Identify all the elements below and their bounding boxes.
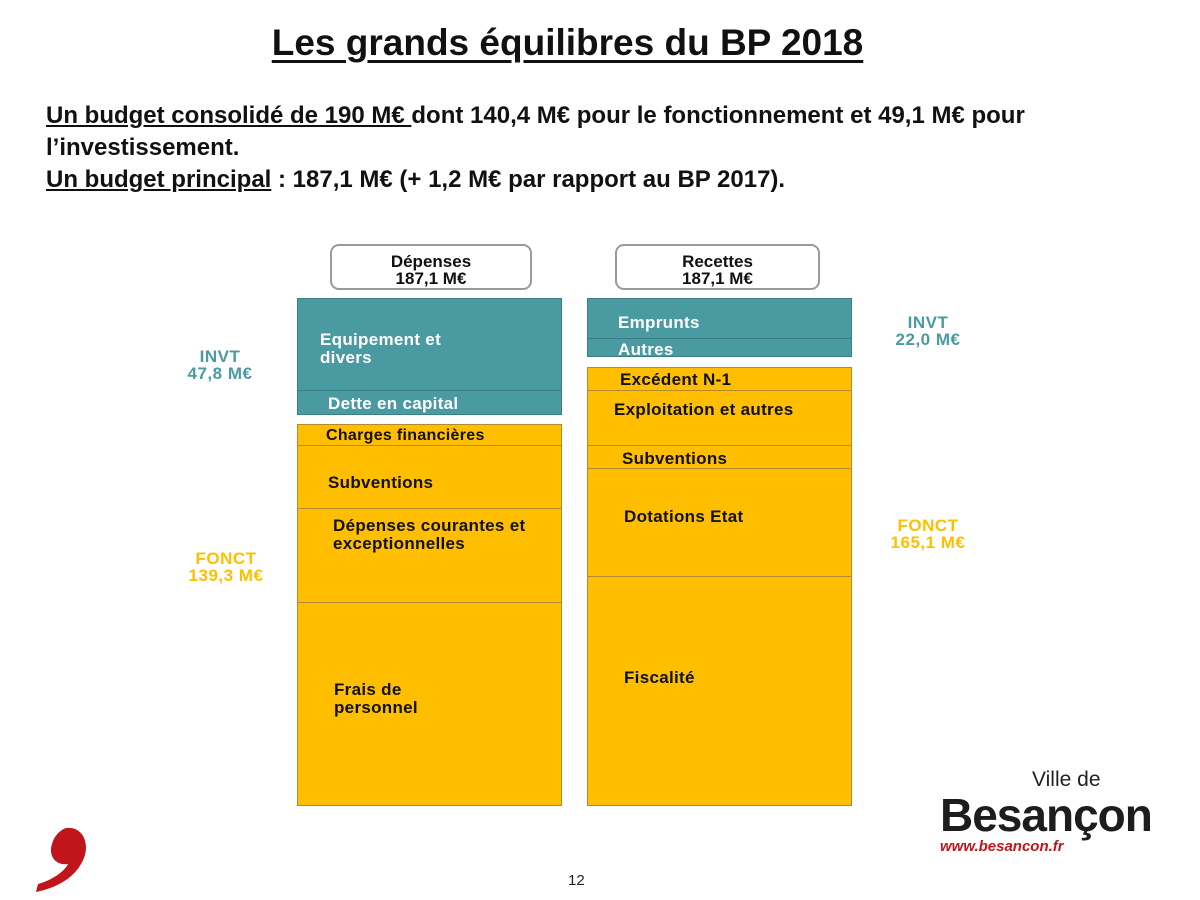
depenses-header-amount: 187,1 M€	[395, 269, 467, 288]
depenses-column	[297, 298, 562, 806]
recettes-block-subventions	[587, 445, 852, 469]
recettes-fonct-caption	[868, 517, 988, 551]
recettes-block-excedent	[587, 367, 852, 391]
recettes-label-exploitation: Exploitation et autres	[614, 400, 794, 419]
depenses-header	[330, 244, 532, 290]
recettes-block-exploitation	[587, 390, 852, 446]
besancon-logo	[940, 768, 1160, 855]
depenses-label-courantes: Dépenses courantes et exceptionnelles	[333, 516, 526, 553]
recettes-invt-caption	[868, 314, 988, 348]
depenses-invt-amount: 47,8 M€	[187, 364, 253, 383]
recettes-fonct-label: FONCT	[897, 516, 959, 535]
comma-mark-icon	[30, 824, 94, 896]
recettes-invt-amount: 22,0 M€	[895, 330, 961, 349]
depenses-fonct-caption	[166, 550, 286, 584]
recettes-block-emprunts	[587, 298, 852, 339]
depenses-label-charges: Charges financières	[326, 427, 485, 444]
depenses-label-dette: Dette en capital	[328, 394, 459, 413]
intro-line2-underlined: Un budget principal	[46, 166, 272, 193]
depenses-block-subventions	[297, 445, 562, 509]
recettes-column	[587, 298, 852, 806]
intro-text	[46, 100, 1166, 196]
logo-prefix: Ville de	[1032, 768, 1101, 791]
recettes-invt-label: INVT	[907, 313, 949, 332]
depenses-block-courantes	[297, 508, 562, 603]
page-title	[0, 22, 1135, 64]
depenses-header-title: Dépenses	[390, 252, 472, 271]
depenses-fonct-label: FONCT	[195, 549, 257, 568]
depenses-block-dette	[297, 390, 562, 415]
depenses-block-personnel	[297, 602, 562, 806]
intro-line1-rest: dont 140,4 M€ pour le fonctionnement et 49,1 M€ pour l’investissement.	[46, 102, 1025, 161]
page-title-text: Les grands équilibres du BP 2018	[271, 22, 864, 63]
recettes-block-fiscalite	[587, 576, 852, 806]
depenses-block-charges	[297, 424, 562, 446]
recettes-header-title: Recettes	[682, 252, 753, 271]
recettes-label-excedent: Excédent N-1	[620, 370, 732, 389]
intro-line2-rest: : 187,1 M€ (+ 1,2 M€ par rapport au BP 2017).	[271, 166, 786, 193]
depenses-invt-label: INVT	[199, 347, 241, 366]
recettes-label-dotations: Dotations Etat	[624, 507, 744, 526]
depenses-label-personnel: Frais de personnel	[334, 680, 418, 717]
logo-name: Besançon	[940, 789, 1152, 841]
depenses-fonct-amount: 139,3 M€	[188, 566, 264, 585]
depenses-label-equipement: Equipement et divers	[320, 330, 442, 367]
depenses-label-subventions: Subventions	[328, 473, 434, 492]
recettes-label-fiscalite: Fiscalité	[624, 668, 695, 687]
recettes-label-subventions: Subventions	[622, 449, 728, 468]
page-number: 12	[568, 872, 585, 889]
recettes-fonct-amount: 165,1 M€	[890, 533, 966, 552]
depenses-invt-caption	[160, 348, 280, 382]
recettes-block-autres	[587, 338, 852, 357]
recettes-header-amount: 187,1 M€	[682, 269, 753, 288]
recettes-header	[615, 244, 820, 290]
depenses-block-equipement	[297, 298, 562, 391]
recettes-block-dotations	[587, 468, 852, 577]
recettes-label-autres: Autres	[618, 340, 674, 359]
intro-line1-underlined: Un budget consolidé de 190 M€	[46, 102, 412, 129]
recettes-label-emprunts: Emprunts	[618, 313, 700, 332]
logo-url: www.besancon.fr	[940, 838, 1064, 855]
